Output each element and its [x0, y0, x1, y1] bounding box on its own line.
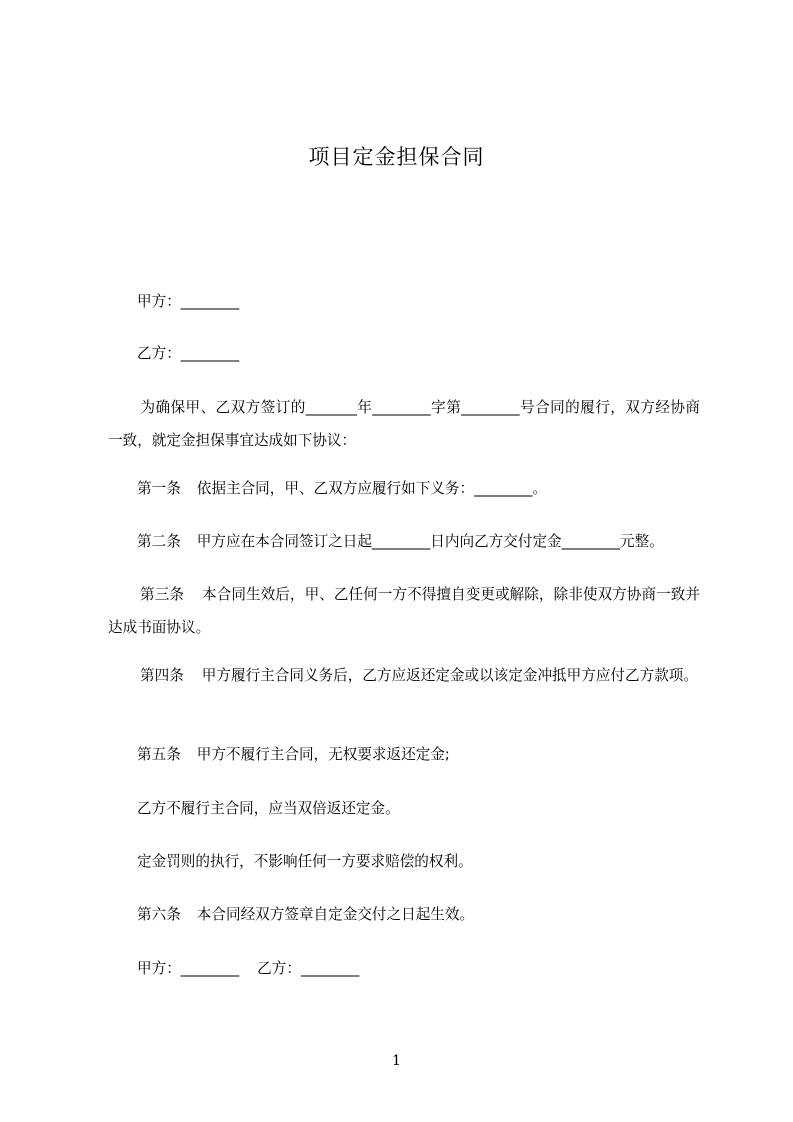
party-b-text: 乙方：________: [137, 345, 240, 362]
preamble-text: 为确保甲、乙双方签订的_______年________字第________号合同的履行，双方经协商一致，就定金担保事宜达成如下协议：: [108, 399, 700, 449]
article-5-text: 甲方不履行主合同，无权要求返还定金;: [196, 746, 450, 763]
article-5-line-3: [108, 845, 700, 878]
article-2-text: 甲方应在本合同签订之日起________日内向乙方交付定金________元整。: [196, 533, 664, 550]
article-4-label: 第四条: [140, 667, 184, 684]
article-2: [108, 525, 700, 558]
article-5-line-3-text: 定金罚则的执行，不影响任何一方要求赔偿的权利。: [137, 853, 473, 870]
article-6: [108, 898, 700, 931]
article-4: [108, 659, 700, 692]
article-3-text: 本合同生效后，甲、乙任何一方不得擅自变更或解除，除非使双方协商一致并达成书面协议。: [108, 586, 700, 636]
page-number: 1: [392, 1053, 401, 1069]
article-4-text: 甲方履行主合同义务后，乙方应返还定金或以该定金冲抵甲方应付乙方款项。: [201, 667, 698, 684]
article-6-label: 第六条: [137, 906, 181, 923]
article-2-label: 第二条: [137, 533, 181, 550]
article-1-label: 第一条: [137, 480, 181, 497]
article-6-text: 本合同经双方签章自定金交付之日起生效。: [196, 906, 475, 923]
signature-line: [108, 952, 700, 985]
article-5-label: 第五条: [137, 746, 181, 763]
article-5-line-2: [108, 792, 700, 825]
article-5-line-2-text: 乙方不履行主合同，应当双倍返还定金。: [137, 800, 400, 817]
document-title: 项目定金担保合同: [308, 145, 485, 169]
party-b-line: [108, 337, 700, 370]
article-5: [108, 738, 700, 771]
article-3-label: 第三条: [140, 586, 184, 603]
party-a-text: 甲方：________: [137, 293, 240, 310]
article-1: [108, 472, 700, 505]
article-3: [108, 578, 700, 644]
signature-party-a: 甲方：________: [137, 960, 240, 977]
article-1-text: 依据主合同，甲、乙双方应履行如下义务：________。: [196, 480, 548, 497]
preamble-paragraph: [108, 391, 700, 457]
signature-party-b: 乙方：________: [257, 960, 360, 977]
party-a-line: [108, 285, 700, 318]
